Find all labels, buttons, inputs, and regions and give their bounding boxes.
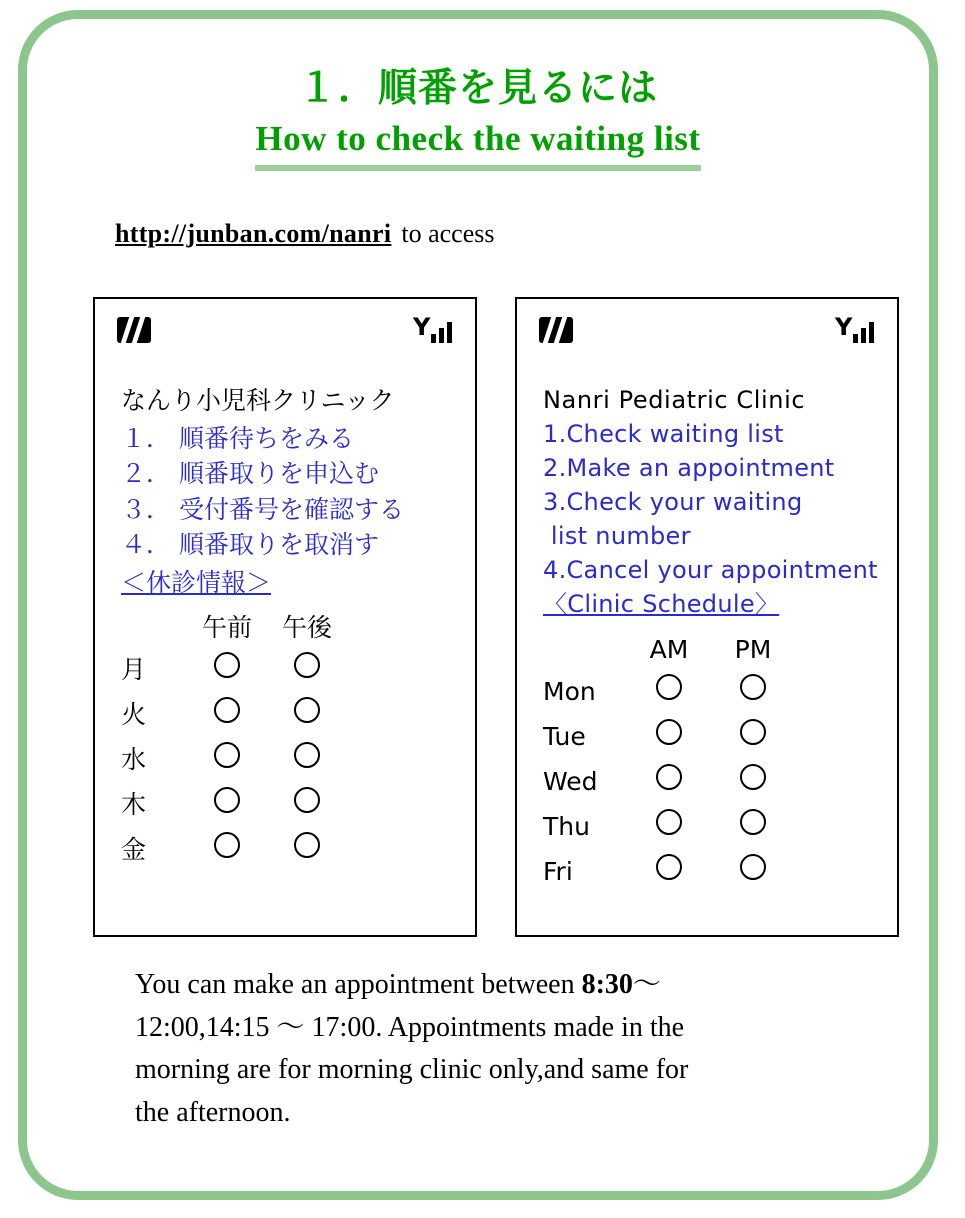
schedule-day-en: Fri	[543, 856, 573, 886]
battery-icon	[539, 317, 573, 343]
table-row	[121, 693, 475, 738]
circle-icon	[740, 719, 766, 745]
schedule-am-mark	[187, 787, 267, 823]
schedule-col-pm-jp: 午後	[281, 613, 332, 642]
schedule-am-mark	[187, 742, 267, 778]
url-suffix-text: to access	[401, 219, 495, 248]
menu-item-cancel-appointment-jp[interactable]: ４． 順番取りを取消す	[121, 530, 379, 559]
schedule-pm-mark	[267, 787, 347, 823]
circle-icon	[294, 787, 320, 813]
page-title-english: How to check the waiting list	[255, 119, 700, 171]
schedule-header-row-jp	[121, 610, 475, 646]
page-title-english-wrap	[27, 119, 929, 171]
schedule-am-mark	[627, 719, 711, 755]
footnote-line3: morning are for morning clinic only,and same for	[135, 1054, 689, 1086]
menu-item-check-number-en[interactable]: 3.Check your waiting	[543, 488, 803, 517]
schedule-day-jp: 月	[121, 655, 147, 685]
circle-icon	[294, 697, 320, 723]
menu-item-check-number-en-cont[interactable]: list number	[543, 522, 691, 551]
footnote-line4: the afternoon.	[135, 1096, 291, 1128]
phone-body-japanese	[95, 357, 475, 873]
schedule-pm-mark	[711, 764, 795, 800]
schedule-am-mark	[187, 652, 267, 688]
table-row	[543, 849, 897, 894]
clinic-schedule-link-jp[interactable]: ＜休診情報＞	[121, 567, 272, 597]
battery-icon	[117, 317, 151, 343]
footnote-line1-a: You can make an appointment between	[135, 969, 582, 1000]
circle-icon	[656, 674, 682, 700]
phone-status-bar-japanese	[95, 299, 475, 357]
schedule-day-jp: 水	[121, 745, 147, 775]
table-row	[121, 783, 475, 828]
circle-icon	[656, 764, 682, 790]
circle-icon	[294, 742, 320, 768]
menu-item-make-appointment-en[interactable]: 2.Make an appointment	[543, 454, 835, 483]
phone-screen-english	[515, 297, 899, 937]
circle-icon	[740, 764, 766, 790]
circle-icon	[294, 652, 320, 678]
circle-icon	[214, 742, 240, 768]
schedule-header-row-en	[543, 632, 897, 668]
schedule-am-mark	[627, 764, 711, 800]
signal-icon: Y	[413, 313, 453, 347]
clinic-name-japanese: なんり小児科クリニック	[121, 386, 395, 415]
schedule-am-mark	[627, 854, 711, 890]
footnote-line2: 12:00,14:15 ～ 17:00. Appointments made in the	[135, 1011, 685, 1043]
table-row	[121, 738, 475, 783]
schedule-pm-mark	[267, 742, 347, 778]
schedule-table-english	[543, 632, 897, 895]
schedule-day-en: Wed	[543, 766, 598, 796]
schedule-table-japanese	[121, 610, 475, 873]
table-row	[121, 828, 475, 873]
phone-body-english	[517, 357, 897, 894]
schedule-day-en: Mon	[543, 676, 596, 706]
footnote	[135, 964, 895, 1134]
menu-item-make-appointment-jp[interactable]: ２． 順番取りを申込む	[121, 459, 379, 488]
table-row	[543, 759, 897, 804]
clinic-name-english: Nanri Pediatric Clinic	[543, 386, 806, 414]
schedule-pm-mark	[711, 674, 795, 710]
circle-icon	[740, 674, 766, 700]
circle-icon	[294, 832, 320, 858]
circle-icon	[656, 719, 682, 745]
menu-item-check-number-jp[interactable]: ３． 受付番号を確認する	[121, 494, 404, 524]
schedule-day-jp: 木	[121, 790, 147, 820]
schedule-pm-mark	[711, 809, 795, 845]
circle-icon	[214, 832, 240, 858]
poster-frame	[18, 10, 938, 1200]
schedule-corner-en	[543, 632, 627, 668]
schedule-day-jp: 火	[121, 700, 147, 730]
schedule-am-mark	[187, 832, 267, 868]
footnote-line1-c: ～	[632, 969, 661, 1000]
schedule-pm-mark	[267, 832, 347, 868]
schedule-am-mark	[627, 674, 711, 710]
footnote-time-start: 8:30	[581, 969, 633, 1000]
schedule-col-am-en: AM	[649, 634, 689, 664]
table-row	[543, 669, 897, 714]
clinic-schedule-link-en[interactable]: 〈Clinic Schedule〉	[543, 590, 780, 619]
circle-icon	[214, 697, 240, 723]
schedule-pm-mark	[267, 697, 347, 733]
table-row	[543, 804, 897, 849]
phone-status-bar-english	[517, 299, 897, 357]
circle-icon	[656, 854, 682, 880]
schedule-day-jp: 金	[121, 835, 147, 865]
circle-icon	[740, 809, 766, 835]
circle-icon	[214, 652, 240, 678]
page-title-japanese: １．順番を見るには	[297, 66, 658, 111]
table-row	[121, 648, 475, 693]
phone-screens	[93, 297, 913, 947]
url-line	[115, 219, 929, 249]
schedule-am-mark	[627, 809, 711, 845]
schedule-pm-mark	[267, 652, 347, 688]
clinic-url-link[interactable]: http://junban.com/nanri	[115, 219, 392, 248]
schedule-day-en: Thu	[543, 811, 590, 841]
schedule-corner-jp	[121, 610, 187, 646]
menu-item-cancel-appointment-en[interactable]: 4.Cancel your appointment	[543, 556, 878, 585]
circle-icon	[740, 854, 766, 880]
circle-icon	[656, 809, 682, 835]
circle-icon	[214, 787, 240, 813]
schedule-am-mark	[187, 697, 267, 733]
phone-screen-japanese	[93, 297, 477, 937]
schedule-day-en: Tue	[543, 721, 586, 751]
schedule-col-pm-en: PM	[734, 634, 772, 664]
menu-item-check-waiting-list-jp[interactable]: １． 順番待ちをみる	[121, 423, 354, 453]
schedule-pm-mark	[711, 719, 795, 755]
menu-item-check-waiting-list-en[interactable]: 1.Check waiting list	[543, 420, 784, 449]
signal-icon: Y	[835, 313, 875, 347]
table-row	[543, 714, 897, 759]
schedule-pm-mark	[711, 854, 795, 890]
schedule-col-am-jp: 午前	[201, 613, 252, 642]
